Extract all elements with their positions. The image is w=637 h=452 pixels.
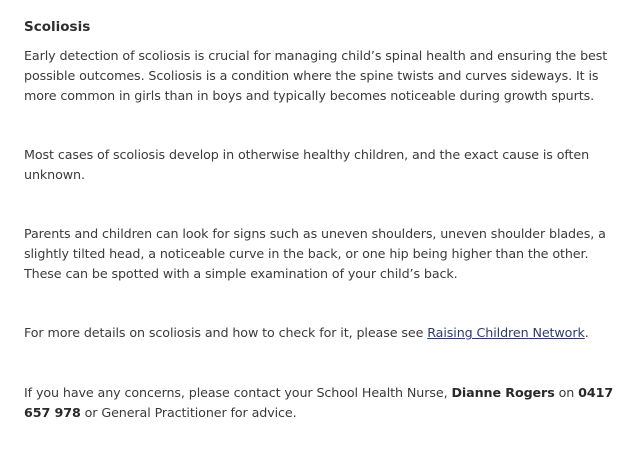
contact-on-text: on bbox=[554, 385, 579, 400]
contact-advice-text: or General Practitioner for advice. bbox=[80, 404, 297, 420]
paragraph-contact bbox=[24, 383, 624, 423]
raising-children-network-link[interactable]: Raising Children Network bbox=[427, 325, 585, 340]
paragraph-early-detection: Early detection of scoliosis is crucial for managing child’s spinal health and ensuring the best possible outcomes. Scoliosis is a condition where the spine twists and curves sideways. It is more common in girls than in boys and typically becomes noticeable during growth spurts. bbox=[24, 48, 608, 103]
nurse-name: Dianne Rogers bbox=[451, 385, 555, 400]
phone-number: 0417 657 978 bbox=[24, 385, 614, 420]
contact-text: If you have any concerns, please contact your School Health Nurse, bbox=[24, 385, 452, 400]
more-info-period: . bbox=[584, 325, 589, 340]
more-info-text: For more details on scoliosis and how to check for it, please see bbox=[24, 325, 428, 340]
paragraph-more-info bbox=[24, 323, 624, 343]
paragraph-signs: Parents and children can look for signs such as uneven shoulders, uneven shoulder blades, a slightly tilted head, a noticeable curve in the back, or one hip being higher than the other. These can be spotted with a simple examination of your child’s back. bbox=[24, 226, 606, 281]
document-title: Scoliosis bbox=[24, 19, 91, 35]
paragraph-causes: Most cases of scoliosis develop in otherwise healthy children, and the exact cause is often unknown. bbox=[24, 147, 590, 182]
